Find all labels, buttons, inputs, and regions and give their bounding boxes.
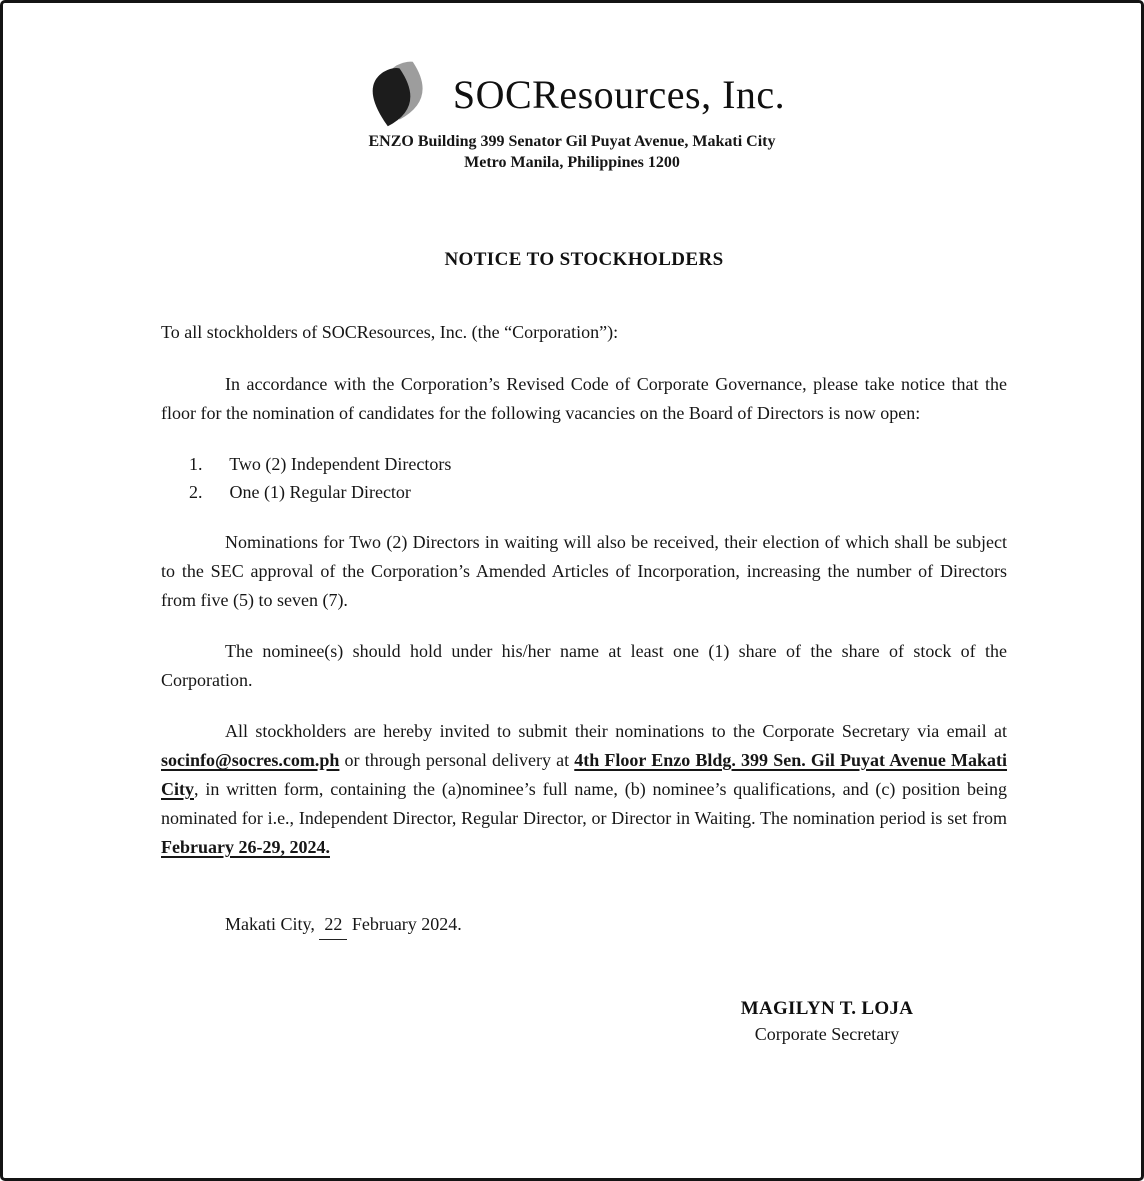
vacancy-number: 2. xyxy=(189,482,203,502)
vacancy-number: 1. xyxy=(189,454,203,474)
paragraph-intro: In accordance with the Corporation’s Revised Code of Corporate Governance, please take notice that the floor for the nomination of candidates for the following vacancies on the Board of Directors is now open: xyxy=(161,374,1007,423)
notice-title: NOTICE TO STOCKHOLDERS xyxy=(444,249,724,270)
nomination-period-text: February 26-29, 2024. xyxy=(161,837,330,857)
company-name: SOCResources, Inc. xyxy=(452,71,786,117)
signature-block xyxy=(677,998,977,1045)
vacancy-item-1 xyxy=(161,450,1007,478)
notice-body xyxy=(161,249,1007,1045)
signatory-name: MAGILYN T. LOJA xyxy=(740,998,914,1019)
submission-text-1: All stockholders are hereby invited to submit their nominations to the Corporate Secretary via email at xyxy=(225,721,1007,741)
signatory-title: Corporate Secretary xyxy=(754,1024,900,1044)
vacancy-item-2 xyxy=(161,478,1007,506)
address-line-1: ENZO Building 399 Senator Gil Puyat Avenue, Makati City xyxy=(368,133,776,150)
email-address-text: socinfo@socres.com.ph xyxy=(161,750,340,770)
submission-text-3: , in written form, containing the (a)nominee’s full name, (b) nominee’s qualifications, and (c) position being nominated for i.e., Independent Director, Regular Director, or Director in Waiting. The nomination period is set from xyxy=(161,779,1007,828)
letterhead xyxy=(3,3,1141,173)
vacancy-list xyxy=(161,450,1007,506)
dateline xyxy=(161,910,1007,940)
paragraph-submission xyxy=(161,717,1007,862)
logo-row xyxy=(3,61,1141,127)
dateline-day: 22 xyxy=(319,910,347,940)
paragraph-directors-in-waiting: Nominations for Two (2) Directors in waiting will also be received, their election of which shall be subject to the SEC approval of the Corporation’s Amended Articles of Incorporation, increasing the number of Directors from five (5) to seven (7). xyxy=(161,532,1007,610)
salutation: To all stockholders of SOCResources, Inc. (the “Corporation”): xyxy=(161,322,619,342)
delivery-address-text: 4th Floor Enzo Bldg. 399 Sen. Gil Puyat Avenue Makati City xyxy=(161,750,1008,799)
paragraph-share-requirement: The nominee(s) should hold under his/her name at least one (1) share of the share of stock of the Corporation. xyxy=(161,641,1007,690)
address-line-2: Metro Manila, Philippines 1200 xyxy=(464,154,680,171)
vacancy-label: Two (2) Independent Directors xyxy=(229,454,452,474)
dual-leaf-logo-icon xyxy=(359,61,443,127)
vacancy-label: One (1) Regular Director xyxy=(229,482,411,502)
dateline-place: Makati City, xyxy=(225,914,320,934)
dateline-date: February 2024. xyxy=(347,914,462,934)
submission-text-2: or through personal delivery at xyxy=(339,750,575,770)
